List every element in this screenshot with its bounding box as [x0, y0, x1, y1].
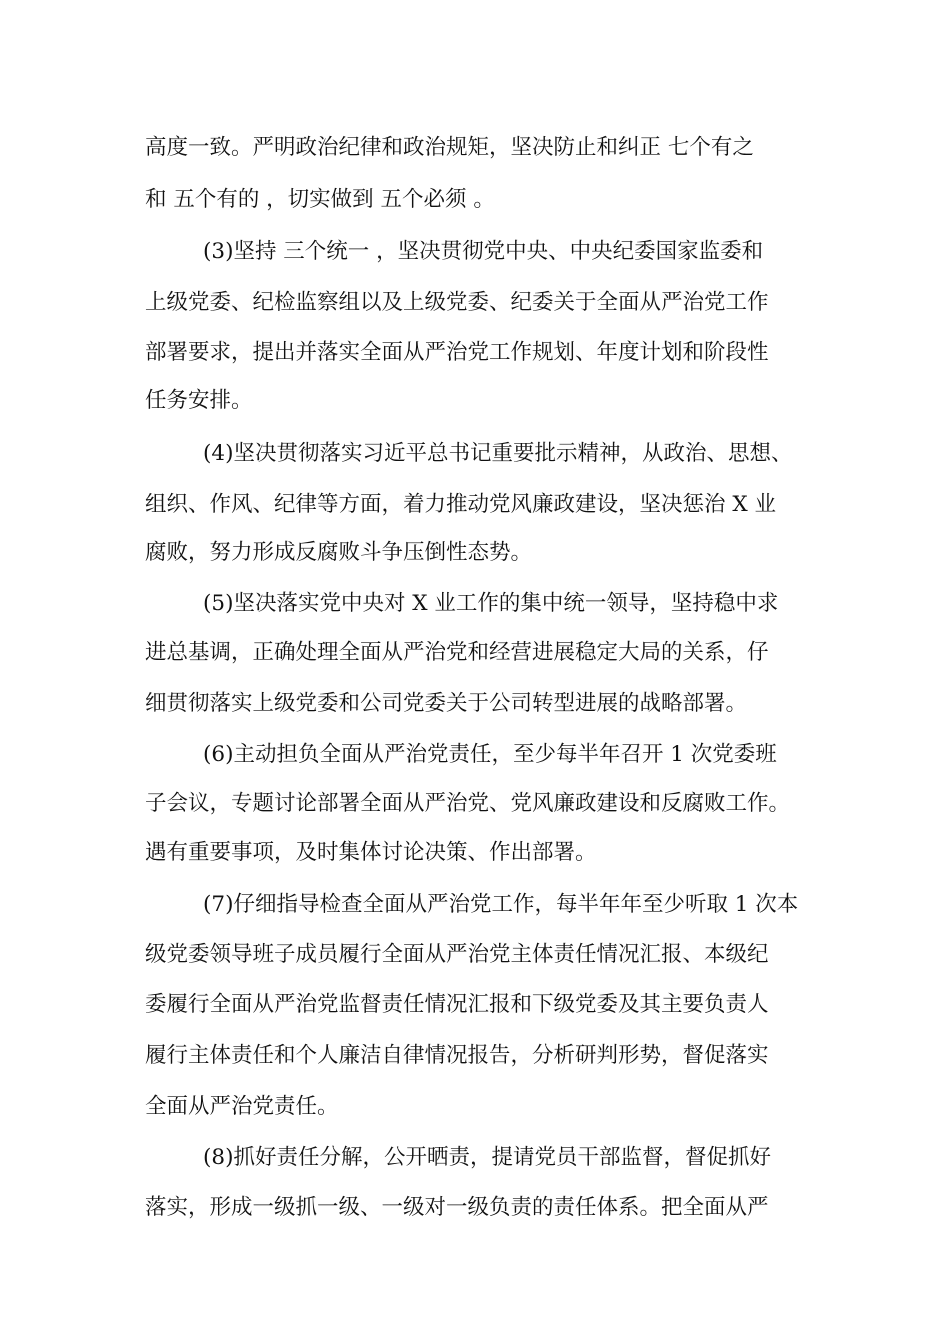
paragraph-start-line: (3)坚持 三个统一 ，坚决贯彻党中央、中央纪委国家监委和	[203, 239, 764, 264]
paragraph-start-line: (4)坚决贯彻落实习近平总书记重要批示精神，从政治、思想、	[203, 441, 793, 466]
text-line: 进总基调，正确处理全面从严治党和经营进展稳定大局的关系，仔	[145, 640, 769, 665]
paragraph-start-line: (6)主动担负全面从严治党责任，至少每半年召开 1 次党委班	[203, 742, 777, 767]
text-line: 委履行全面从严治党监督责任情况汇报和下级党委及其主要负责人	[145, 992, 769, 1017]
text-line: 上级党委、纪检监察组以及上级党委、纪委关于全面从严治党工作	[145, 290, 769, 315]
text-line: 细贯彻落实上级党委和公司党委关于公司转型进展的战略部署。	[145, 691, 748, 716]
text-line: 部署要求，提出并落实全面从严治党工作规划、年度计划和阶段性	[145, 340, 769, 365]
text-line: 高度一致。严明政治纪律和政治规矩，坚决防止和纠正 七个有之	[145, 135, 754, 160]
paragraph-start-line: (8)抓好责任分解，公开晒责，提请党员干部监督，督促抓好	[203, 1145, 771, 1170]
text-line: 落实，形成一级抓一级、一级对一级负责的责任体系。把全面从严	[145, 1195, 769, 1220]
text-line: 组织、作风、纪律等方面，着力推动党风廉政建设，坚决惩治 X 业	[145, 492, 776, 517]
text-line: 腐败，努力形成反腐败斗争压倒性态势。	[145, 540, 533, 565]
text-line: 任务安排。	[145, 388, 253, 413]
text-line: 子会议，专题讨论部署全面从严治党、党风廉政建设和反腐败工作。	[145, 791, 791, 816]
paragraph-start-line: (5)坚决落实党中央对 X 业工作的集中统一领导，坚持稳中求	[203, 591, 779, 616]
text-line: 和 五个有的 ，切实做到 五个必须 。	[145, 187, 495, 212]
paragraph-start-line: (7)仔细指导检查全面从严治党工作，每半年年至少听取 1 次本	[203, 892, 799, 917]
text-line: 全面从严治党责任。	[145, 1094, 339, 1119]
text-line: 遇有重要事项，及时集体讨论决策、作出部署。	[145, 840, 597, 865]
text-line: 级党委领导班子成员履行全面从严治党主体责任情况汇报、本级纪	[145, 942, 769, 967]
text-line: 履行主体责任和个人廉洁自律情况报告，分析研判形势，督促落实	[145, 1043, 769, 1068]
